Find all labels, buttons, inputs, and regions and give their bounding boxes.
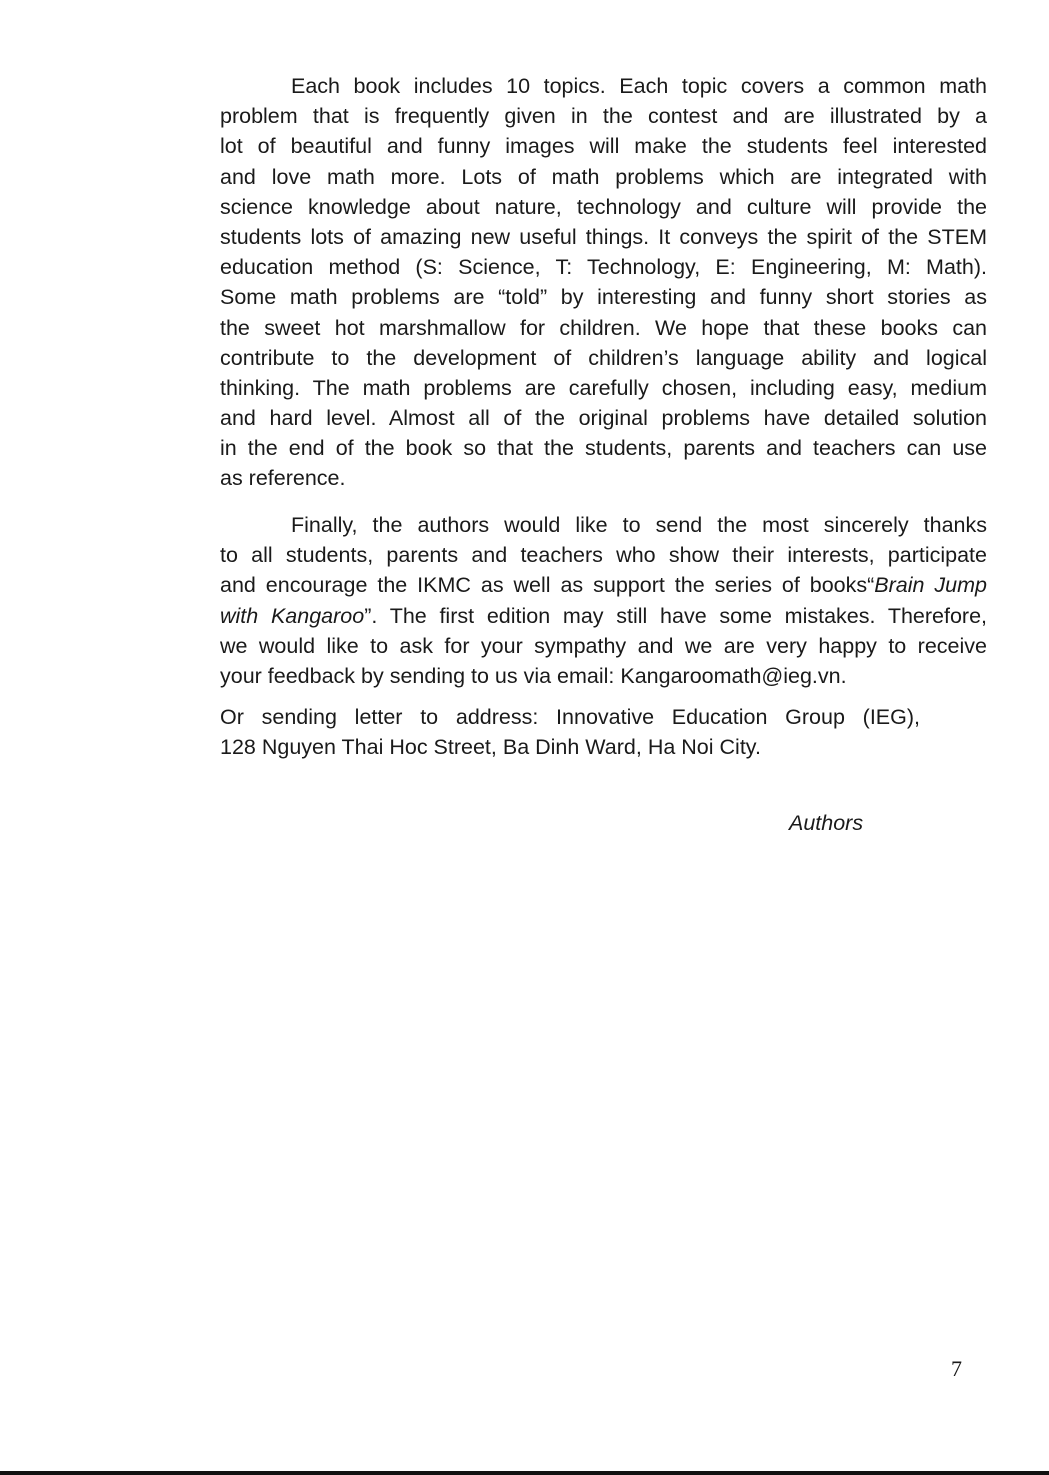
paragraph-address bbox=[220, 702, 920, 762]
text-line bbox=[220, 131, 987, 161]
text-line bbox=[220, 702, 920, 732]
text-line bbox=[220, 463, 987, 493]
text-run: science knowledge about nature, technology and culture will provide the bbox=[220, 194, 987, 219]
text-line bbox=[220, 732, 920, 762]
text-run: Some math problems are “told” by interesting and funny short stories as bbox=[220, 285, 987, 310]
text-line bbox=[220, 433, 987, 463]
signature-authors: Authors bbox=[789, 811, 864, 835]
text-run: ”. The first edition may still have some mistakes. Therefore, bbox=[364, 603, 987, 628]
text-run: and love math more. Lots of math problems which are integrated with bbox=[220, 164, 987, 189]
text-line bbox=[220, 661, 987, 691]
text-run: as reference. bbox=[220, 466, 346, 491]
text-line bbox=[220, 101, 987, 131]
text-line bbox=[220, 71, 987, 101]
text-line bbox=[220, 540, 987, 570]
text-line bbox=[220, 403, 987, 433]
text-run: in the end of the book so that the students, parents and teachers can use bbox=[220, 436, 987, 461]
text-line bbox=[220, 373, 987, 403]
text-line bbox=[220, 313, 987, 343]
text-run: thinking. The math problems are carefully chosen, including easy, medium bbox=[220, 375, 987, 400]
text-run: Each book includes 10 topics. Each topic covers a common math bbox=[291, 74, 987, 98]
italic-text: with Kangaroo bbox=[220, 603, 365, 628]
text-run: problem that is frequently given in the contest and are illustrated by a bbox=[220, 104, 987, 129]
text-run: Finally, the authors would like to send the most sincerely thanks bbox=[291, 513, 987, 537]
text-line bbox=[220, 282, 987, 312]
text-line bbox=[220, 162, 987, 192]
text-run: 128 Nguyen Thai Hoc Street, Ba Dinh Ward, Ha Noi City. bbox=[220, 735, 761, 760]
paragraph-thanks bbox=[220, 510, 987, 691]
text-run: students lots of amazing new useful things. It conveys the spirit of the STEM bbox=[220, 224, 987, 249]
text-line bbox=[220, 222, 987, 252]
text-line bbox=[220, 192, 987, 222]
text-line bbox=[220, 631, 987, 661]
text-run: lot of beautiful and funny images will make the students feel interested bbox=[220, 134, 987, 159]
text-run: the sweet hot marshmallow for children. We hope that these books can bbox=[220, 315, 987, 340]
text-run: to all students, parents and teachers who show their interests, participate bbox=[220, 543, 987, 568]
text-line bbox=[220, 252, 987, 282]
text-line bbox=[220, 570, 987, 600]
text-run: we would like to ask for your sympathy and we are very happy to receive bbox=[220, 633, 987, 658]
text-run: Or sending letter to address: Innovative Education Group (IEG), bbox=[220, 705, 920, 729]
text-line bbox=[220, 510, 987, 540]
text-run: contribute to the development of children’s language ability and logical bbox=[220, 345, 987, 370]
text-line bbox=[220, 601, 987, 631]
page-number: 7 bbox=[951, 1356, 962, 1381]
text-run: and hard level. Almost all of the original problems have detailed solution bbox=[220, 406, 987, 431]
bottom-rule bbox=[0, 1471, 1049, 1475]
text-line bbox=[220, 343, 987, 373]
italic-text: Brain Jump bbox=[874, 573, 987, 598]
paragraph-intro bbox=[220, 71, 987, 494]
text-run: and encourage the IKMC as well as support the series of books“ bbox=[220, 573, 875, 598]
text-run: your feedback by sending to us via email: Kangaroomath@ieg.vn. bbox=[220, 663, 847, 688]
text-run: education method (S: Science, T: Technology, E: Engineering, M: Math). bbox=[220, 255, 987, 280]
